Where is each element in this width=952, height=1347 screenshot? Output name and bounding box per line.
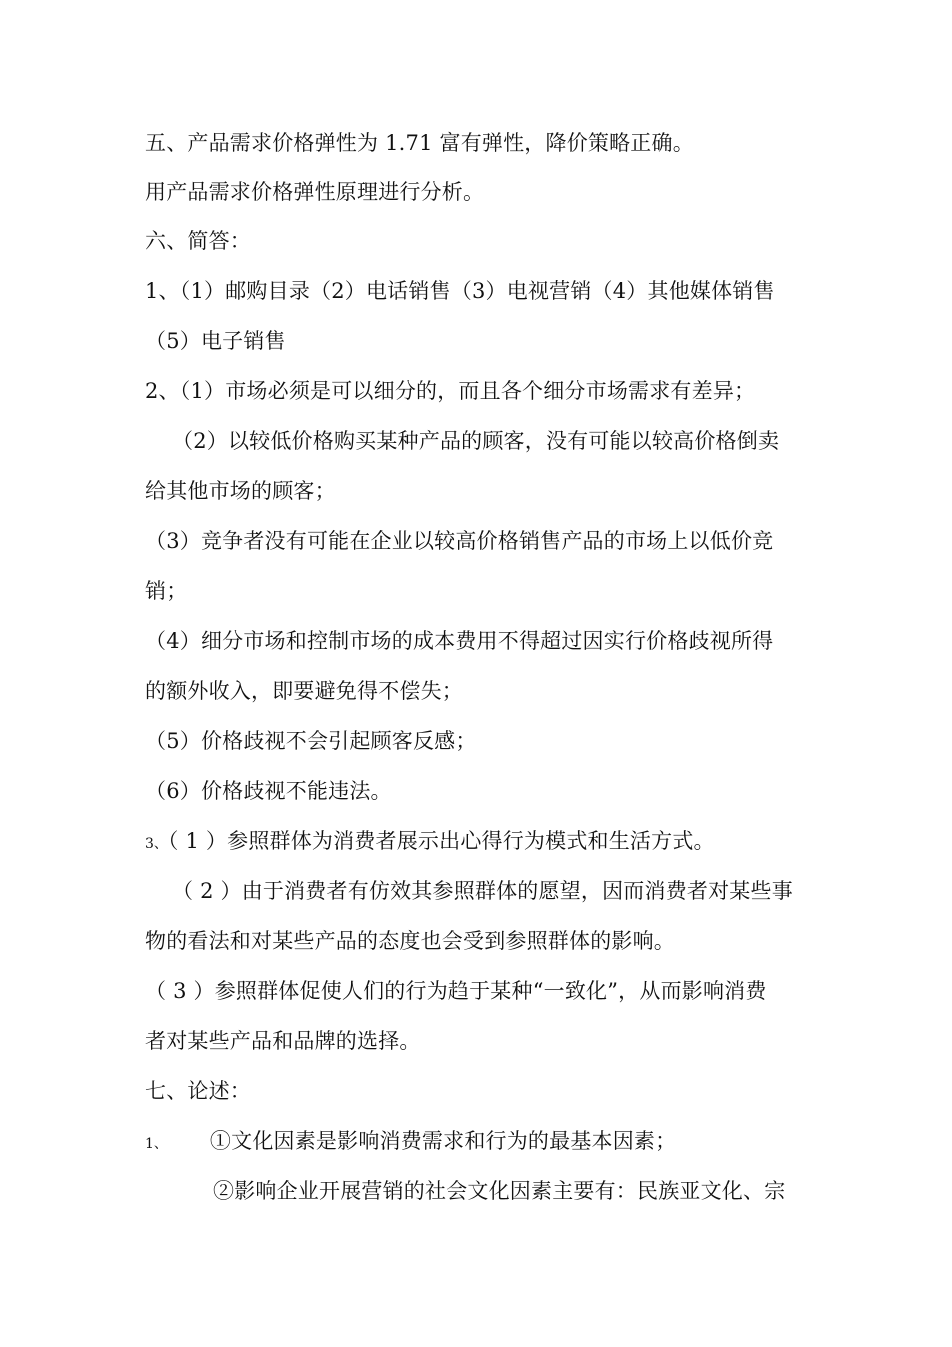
answer-1-line-1: 1、（1）邮购目录（2）电话销售（3）电视营销（4）其他媒体销售 <box>145 279 775 303</box>
answer-2-line-4: （3）竞争者没有可能在企业以较高价格销售产品的市场上以低价竞 <box>145 529 774 553</box>
answer-2-line-3: 给其他市场的顾客； <box>145 479 336 503</box>
answer-3-text: （ 1 ）参照群体为消费者展示出心得行为模式和生活方式。 <box>167 829 715 853</box>
answer-2-line-8: （5）价格歧视不会引起顾客反感； <box>145 729 477 753</box>
answer-3-line-5: 者对某些产品和品牌的选择。 <box>145 1029 421 1053</box>
essay-1-line-1 <box>145 1126 676 1159</box>
essay-1-prefix: 1、 <box>145 1136 168 1152</box>
answer-2-line-6: （4）细分市场和控制市场的成本费用不得超过因实行价格歧视所得 <box>145 629 774 653</box>
answer-3-line-4: （ 3 ）参照群体促使人们的行为趋于某种“一致化”，从而影响消费 <box>145 979 767 1003</box>
essay-1-text: ①文化因素是影响消费需求和行为的最基本因素； <box>209 1129 677 1153</box>
answer-3-line-1 <box>145 826 715 859</box>
answer-2-line-7: 的额外收入，即要避免得不偿失； <box>145 679 463 703</box>
answer-1-line-2: （5）电子销售 <box>145 329 286 353</box>
section-six-heading: 六、简答： <box>145 229 251 253</box>
answer-2-line-5: 销； <box>145 579 188 603</box>
section-five-answer: 五、产品需求价格弹性为 1.71 富有弹性，降价策略正确。 <box>145 131 694 155</box>
answer-3-prefix: 3、 <box>145 836 168 852</box>
answer-3-line-2: （ 2 ）由于消费者有仿效其参照群体的愿望，因而消费者对某些事 <box>172 879 793 903</box>
answer-2-line-9: （6）价格歧视不能违法。 <box>145 779 392 803</box>
section-five-note: 用产品需求价格弹性原理进行分析。 <box>145 180 485 204</box>
answer-2-line-2: （2）以较低价格购买某种产品的顾客，没有可能以较高价格倒卖 <box>172 429 780 453</box>
essay-1-line-2: ②影响企业开展营销的社会文化因素主要有：民族亚文化、宗 <box>213 1179 786 1203</box>
answer-3-line-3: 物的看法和对某些产品的态度也会受到参照群体的影响。 <box>145 929 675 953</box>
answer-2-line-1: 2、（1）市场必须是可以细分的，而且各个细分市场需求有差异； <box>145 379 756 403</box>
section-seven-heading: 七、论述： <box>145 1079 251 1103</box>
